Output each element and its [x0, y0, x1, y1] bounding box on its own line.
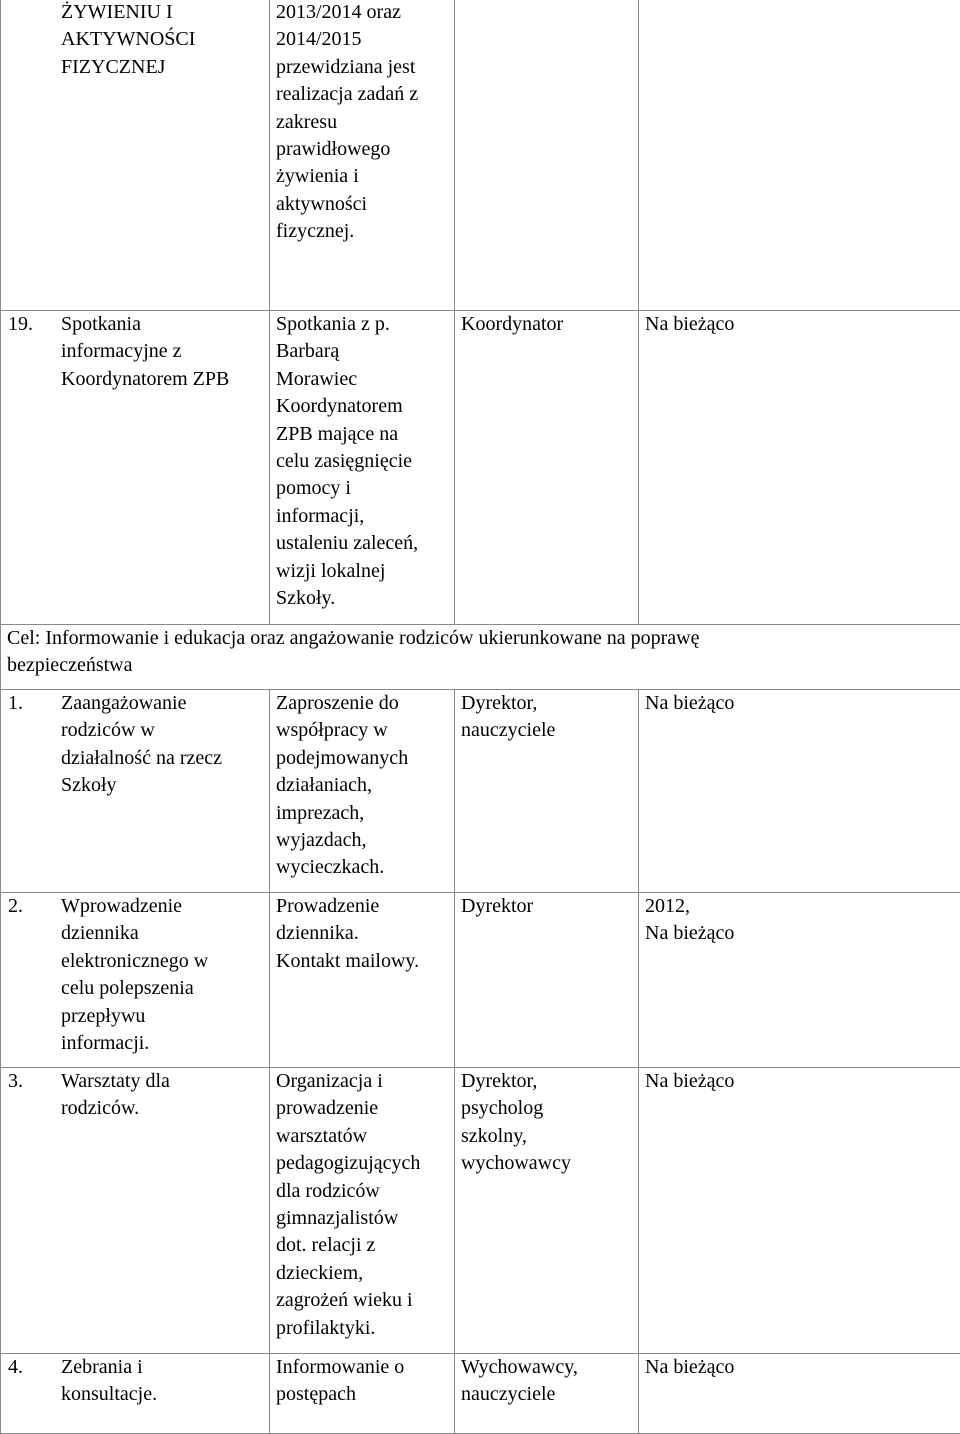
- text-line: Kontakt mailowy.: [276, 948, 448, 975]
- description-cell: [270, 893, 455, 1068]
- task-cell: [1, 893, 270, 1068]
- task-number: 4.: [8, 1354, 23, 1381]
- responsible-person: [455, 1068, 638, 1178]
- text-line: informacji,: [276, 503, 448, 530]
- text-line: Zaproszenie do: [276, 690, 448, 717]
- deadline-cell: [639, 0, 960, 311]
- task-title: [61, 0, 265, 81]
- text-line: Zaangażowanie: [61, 690, 265, 717]
- text-line: dziennika.: [276, 920, 448, 947]
- text-line: Na bieżąco: [645, 920, 955, 947]
- deadline: [639, 690, 960, 717]
- responsible-cell: [455, 1354, 639, 1434]
- table-row: [1, 0, 960, 311]
- text-line: rodziców w: [61, 717, 265, 744]
- text-line: Informowanie o: [276, 1354, 448, 1381]
- task-title: [61, 1068, 265, 1123]
- text-line: Warsztaty dla: [61, 1068, 265, 1095]
- text-line: fizycznej.: [276, 218, 448, 245]
- text-line: ŻYWIENIU I: [61, 0, 265, 26]
- text-line: podejmowanych: [276, 745, 448, 772]
- responsible-person: [455, 690, 638, 745]
- text-line: dziennika: [61, 920, 265, 947]
- text-line: profilaktyki.: [276, 1315, 448, 1342]
- responsible-person: [455, 893, 638, 920]
- description-cell: [270, 0, 455, 311]
- text-line: Prowadzenie: [276, 893, 448, 920]
- text-line: Szkoły: [61, 772, 265, 799]
- text-line: ZPB mające na: [276, 421, 448, 448]
- text-line: wizji lokalnej: [276, 558, 448, 585]
- text-line: Organizacja i: [276, 1068, 448, 1095]
- description-cell: [270, 311, 455, 625]
- responsible-cell: [455, 311, 639, 625]
- text-line: dla rodziców: [276, 1178, 448, 1205]
- text-line: konsultacje.: [61, 1381, 265, 1408]
- task-number: 2.: [8, 893, 23, 920]
- task-cell: [1, 0, 270, 311]
- table-row: [1, 690, 960, 893]
- text-line: postępach: [276, 1381, 448, 1408]
- text-line: rodziców.: [61, 1095, 265, 1122]
- deadline: [639, 893, 960, 948]
- task-description: [270, 1068, 454, 1342]
- text-line: FIZYCZNEJ: [61, 54, 265, 81]
- deadline: [639, 1068, 960, 1095]
- responsible-cell: [455, 690, 639, 893]
- text-line: celu polepszenia: [61, 975, 265, 1002]
- text-line: Koordynatorem: [276, 393, 448, 420]
- task-description: [270, 893, 454, 975]
- text-line: imprezach,: [276, 800, 448, 827]
- text-line: prowadzenie: [276, 1095, 448, 1122]
- text-line: przepływu: [61, 1003, 265, 1030]
- text-line: Wprowadzenie: [61, 893, 265, 920]
- text-line: gimnazjalistów: [276, 1205, 448, 1232]
- text-line: wycieczkach.: [276, 854, 448, 881]
- deadline-cell: [639, 690, 960, 893]
- task-description: [270, 690, 454, 882]
- table-row: [1, 1354, 960, 1434]
- task-number: 1.: [8, 690, 23, 717]
- table-row: [1, 311, 960, 625]
- text-line: Dyrektor,: [461, 690, 632, 717]
- text-line: pedagogizujących: [276, 1150, 448, 1177]
- text-line: Na bieżąco: [645, 1068, 955, 1095]
- description-cell: [270, 1068, 455, 1354]
- text-line: współpracy w: [276, 717, 448, 744]
- task-title: [61, 1354, 265, 1409]
- task-cell: [1, 1354, 270, 1434]
- task-title: [61, 311, 265, 393]
- deadline: [639, 1354, 960, 1381]
- table-row: [1, 893, 960, 1068]
- text-line: Spotkania: [61, 311, 265, 338]
- responsible-cell: [455, 0, 639, 311]
- task-title: [61, 690, 265, 800]
- deadline-cell: [639, 1068, 960, 1354]
- text-line: celu zasięgnięcie: [276, 448, 448, 475]
- task-description: [270, 0, 454, 246]
- text-line: działalność na rzecz: [61, 745, 265, 772]
- responsible-cell: [455, 893, 639, 1068]
- text-line: informacji.: [61, 1030, 265, 1057]
- text-line: Na bieżąco: [645, 690, 955, 717]
- goal-row: [1, 625, 960, 690]
- text-line: warsztatów: [276, 1123, 448, 1150]
- text-line: informacyjne z: [61, 338, 265, 365]
- text-line: żywienia i: [276, 163, 448, 190]
- text-line: szkolny,: [461, 1123, 632, 1150]
- task-cell: [1, 311, 270, 625]
- text-line: psycholog: [461, 1095, 632, 1122]
- description-cell: [270, 1354, 455, 1434]
- goal-cell: [1, 625, 960, 690]
- text-line: 2012,: [645, 893, 955, 920]
- text-line: 2013/2014 oraz: [276, 0, 448, 26]
- responsible-person: [455, 1354, 638, 1409]
- text-line: Szkoły.: [276, 585, 448, 612]
- text-line: Wychowawcy,: [461, 1354, 632, 1381]
- text-line: Na bieżąco: [645, 1354, 955, 1381]
- text-line: nauczyciele: [461, 1381, 632, 1408]
- text-line: Koordynatorem ZPB: [61, 366, 265, 393]
- task-cell: [1, 690, 270, 893]
- table-row: [1, 1068, 960, 1354]
- text-line: aktywności: [276, 191, 448, 218]
- text-line: wyjazdach,: [276, 827, 448, 854]
- text-line: Cel: Informowanie i edukacja oraz angażowanie rodziców ukierunkowane na poprawę: [7, 625, 955, 652]
- task-title: [61, 893, 265, 1057]
- text-line: dot. relacji z: [276, 1232, 448, 1259]
- responsible-cell: [455, 1068, 639, 1354]
- task-description: [270, 311, 454, 612]
- text-line: działaniach,: [276, 772, 448, 799]
- deadline-cell: [639, 311, 960, 625]
- text-line: Morawiec: [276, 366, 448, 393]
- text-line: Spotkania z p.: [276, 311, 448, 338]
- text-line: pomocy i: [276, 475, 448, 502]
- text-line: przewidziana jest: [276, 54, 448, 81]
- task-cell: [1, 1068, 270, 1354]
- text-line: elektronicznego w: [61, 948, 265, 975]
- deadline-cell: [639, 893, 960, 1068]
- text-line: Zebrania i: [61, 1354, 265, 1381]
- description-cell: [270, 690, 455, 893]
- text-line: 2014/2015: [276, 26, 448, 53]
- task-description: [270, 1354, 454, 1409]
- text-line: AKTYWNOŚCI: [61, 26, 265, 53]
- task-number: 19.: [8, 311, 33, 338]
- text-line: realizacja zadań z: [276, 81, 448, 108]
- text-line: wychowawcy: [461, 1150, 632, 1177]
- text-line: bezpieczeństwa: [7, 652, 955, 679]
- goal-text: [1, 625, 960, 680]
- text-line: Dyrektor,: [461, 1068, 632, 1095]
- responsible-person: Koordynator: [455, 311, 638, 338]
- text-line: Barbarą: [276, 338, 448, 365]
- text-line: Dyrektor: [461, 893, 632, 920]
- deadline: Na bieżąco: [639, 311, 960, 338]
- text-line: nauczyciele: [461, 717, 632, 744]
- task-number: 3.: [8, 1068, 23, 1095]
- text-line: prawidłowego: [276, 136, 448, 163]
- deadline-cell: [639, 1354, 960, 1434]
- text-line: dzieckiem,: [276, 1260, 448, 1287]
- text-line: zakresu: [276, 109, 448, 136]
- text-line: ustaleniu zaleceń,: [276, 530, 448, 557]
- text-line: zagrożeń wieku i: [276, 1287, 448, 1314]
